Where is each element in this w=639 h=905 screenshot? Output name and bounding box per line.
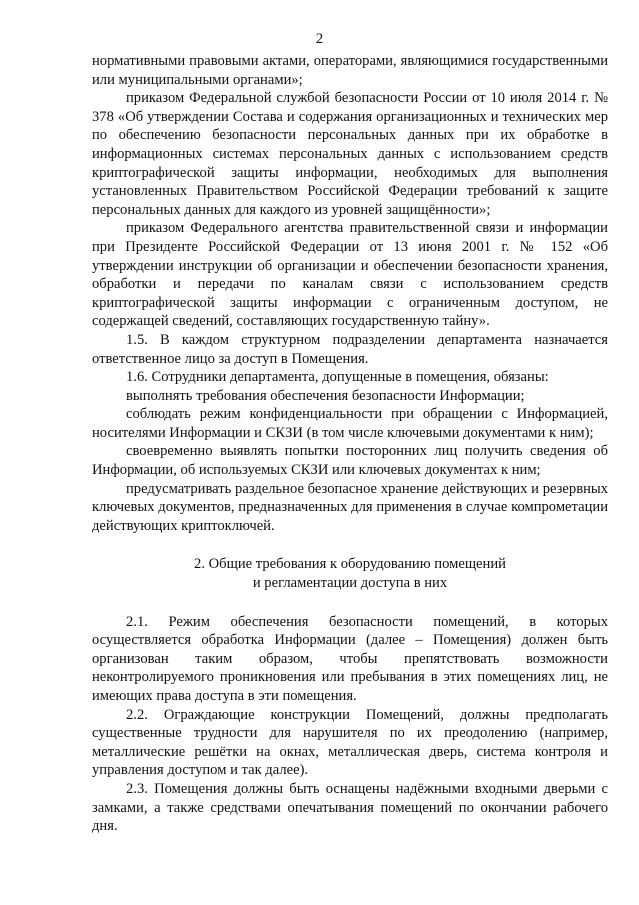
section-heading — [92, 555, 608, 592]
section-heading-line-2: и регламентации доступа в них — [252, 575, 448, 592]
paragraph: приказом Федерального агентства правительственной связи и информации при Президенте Российской Федерации от 13 июня 2001 г. № 152 «Об утверждении инструкции об организации и обеспечении безопасности хранения, обработки и передачи по каналам связи с использованием средств криптографической защиты информации с ограниченным доступом, не содержащей сведений, составляющих государственную тайну». — [92, 220, 608, 330]
paragraph: 1.6. Сотрудники департамента, допущенные в помещения, обязаны: — [126, 369, 549, 386]
section-heading-line-1: 2. Общие требования к оборудованию помещений — [194, 556, 506, 573]
paragraph: приказом Федеральной службой безопасности России от 10 июля 2014 г. № 378 «Об утверждении Состава и содержания организационных и технических мер по обеспечению безопасности персональных данных при их обработке в информационных системах персональных данных с использованием средств криптографической защиты информации, необходимых для выполнения установленных Правительством Российской Федерации требований к защите персональных данных для каждого из уровней защищённости»; — [92, 90, 608, 218]
paragraph: выполнять требования обеспечения безопасности Информации; — [126, 387, 525, 404]
paragraph: предусматривать раздельное безопасное хранение действующих и резервных ключевых документов, предназначенных для применения в случае компрометации действующих криптоключей. — [92, 480, 608, 534]
paragraph: нормативными правовыми актами, операторами, являющимися государственными или муниципальными органами»; — [92, 53, 608, 88]
paragraph: 2.2. Ограждающие конструкции Помещений, должны предполагать существенные трудности для нарушителя по их преодолению (например, металлические решётки на окнах, металлическая дверь, система контроля и управления доступом и так далее). — [92, 706, 608, 779]
paragraph: соблюдать режим конфиденциальности при обращении с Информацией, носителями Информации и СКЗИ (в том числе ключевыми документами к ним); — [92, 406, 608, 441]
page-number: 2 — [315, 31, 324, 47]
paragraph: своевременно выявлять попытки посторонних лиц получить сведения об Информации, об используемых СКЗИ или ключевых документах к ним; — [92, 443, 608, 479]
paragraph: 2.3. Помещения должны быть оснащены надёжными входными дверьми с замками, а также средствами опечатывания помещений по окончании рабочего дня. — [92, 780, 608, 835]
paragraph: 1.5. В каждом структурном подразделении департамента назначается ответственное лицо за доступ в Помещения. — [92, 331, 608, 367]
document-body — [92, 52, 608, 836]
paragraph: 2.1. Режим обеспечения безопасности помещений, в которых осуществляется обработка Информации (далее – Помещения) должен быть организован таким образом, чтобы препятствовать возможности неконтролируемого проникновения или пребывания в этих помещениях лиц, не имеющих права доступа в эти помещения. — [92, 613, 608, 704]
